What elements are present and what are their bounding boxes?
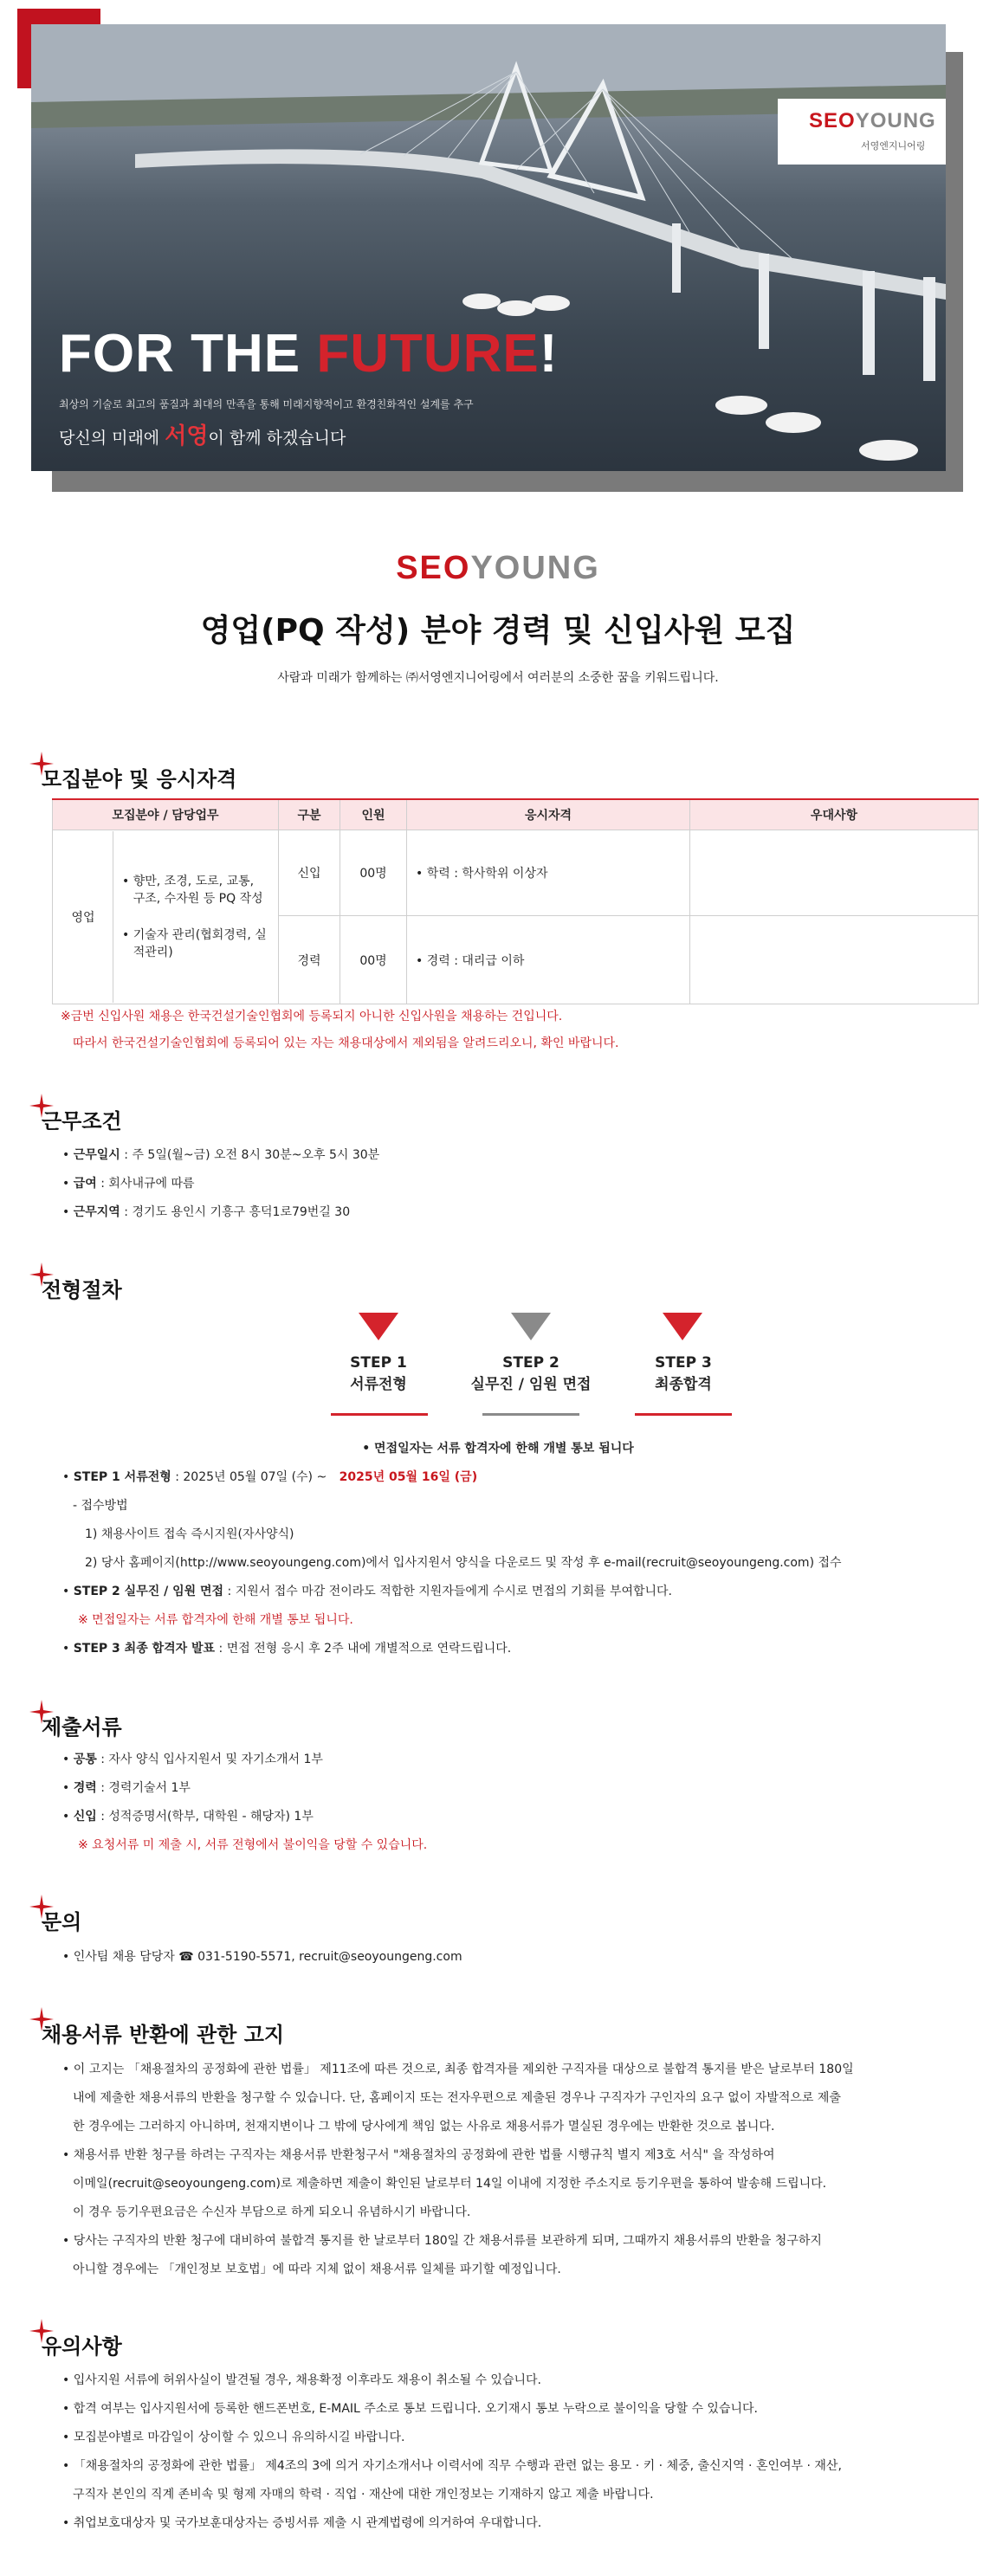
- type-cell: 경력: [279, 916, 340, 1004]
- step-3: STEP 3 최종합격: [655, 1354, 712, 1393]
- step-3-underline: [635, 1413, 732, 1416]
- list-item: 1) 채용사이트 접속 즉시지원(자사양식): [85, 1527, 294, 1541]
- table-header: 구분: [279, 799, 340, 830]
- cautions-list: [62, 2366, 842, 2538]
- list-item: • 신입 : 성적증명서(학부, 대학원 - 해당자) 1부: [62, 1803, 427, 1831]
- list-item: 2) 당사 홈페이지(http://www.seoyoungeng.com)에서 입사지원서 양식을 다운로드 및 작성 후 e-mail(recruit@seoyoungeng.com) 접수: [85, 1556, 842, 1570]
- hero-logo: SEOYOUNG 서영엔지니어링: [778, 99, 946, 165]
- step-2-arrow-icon: [511, 1313, 551, 1340]
- field-cell: 영업 • 향만, 조경, 도로, 교통, 구조, 수자원 등 PQ 작성 • 기술자 관리(협회경력, 실적관리): [53, 830, 279, 1004]
- list-item: • 공통 : 자사 양식 입사지원서 및 자기소개서 1부: [62, 1746, 427, 1774]
- step-1-underline: [331, 1413, 428, 1416]
- list-item: 구직자 본인의 직계 존비속 및 형제 자매의 학력 · 직업 · 재산에 대한 개인정보는 기재하지 않고 제출 바랍니다.: [73, 2488, 654, 2502]
- count-cell: 00명: [340, 830, 407, 916]
- table-row: [53, 830, 979, 916]
- list-item: - 접수방법: [73, 1499, 128, 1513]
- sparkle-icon: [29, 2319, 54, 2343]
- company-logo: SEOYOUNG: [396, 550, 600, 586]
- list-item: • 「채용절차의 공정화에 관한 법률」 제4조의 3에 의거 자기소개서나 이력서에 직무 수행과 관련 없는 용모 · 키 · 체중, 출신지역 · 혼인여부 · 재산,: [62, 2452, 842, 2481]
- field-note: ※금번 신입사원 채용은 한국건설기술인협회에 등록되지 아니한 신입사원을 채용하는 건입니다.: [61, 1010, 563, 1023]
- list-item: • 근무일시 : 주 5일(월~금) 오전 8시 30분~오후 5시 30분: [62, 1141, 379, 1170]
- step-1: STEP 1 서류전형: [350, 1354, 407, 1393]
- sparkle-icon: [29, 1262, 54, 1287]
- list-item: • STEP 2 실무진 / 임원 면접 : 지원서 접수 마감 전이라도 적합한 지원자들에게 수시로 면접의 기회를 부여합니다.: [62, 1578, 842, 1606]
- inquiry-text: [62, 1943, 462, 1972]
- sparkle-icon: [29, 752, 54, 776]
- hero-banner: [31, 24, 946, 471]
- pref-cell: [690, 916, 979, 1004]
- hero-subline: 최상의 기술로 최고의 품질과 최대의 만족을 통해 미래지향적이고 환경친화적인 설계를 추구: [59, 398, 474, 410]
- section-heading-inquiry: 문의: [42, 1905, 81, 1935]
- section-heading-process: 전형절차: [42, 1273, 122, 1303]
- list-item: • 경력 : 경력기술서 1부: [62, 1774, 427, 1803]
- hero-title: FOR THE FUTURE!: [59, 324, 559, 384]
- sparkle-icon: [29, 1895, 54, 1919]
- table-header: 인원: [340, 799, 407, 830]
- duty-item: 기술자 관리(협회경력, 실적관리): [133, 928, 267, 959]
- list-item: • 입사지원 서류에 허위사실이 발견될 경우, 채용확정 이후라도 채용이 취소될 수 있습니다.: [62, 2366, 842, 2395]
- table-header: 응시자격: [407, 799, 690, 830]
- hero-message: 당신의 미래에 서영이 함께 하겠습니다: [59, 423, 346, 449]
- documents-list: [62, 1746, 427, 1860]
- step-3-arrow-icon: [663, 1313, 702, 1340]
- table-header-row: [53, 799, 979, 830]
- section-heading-field: 모집분야 및 응시자격: [42, 762, 236, 792]
- list-item: • STEP 1 서류전형 : 2025년 05월 07일 (수) ~ 2025년 05월 16일 (금): [62, 1463, 842, 1492]
- duty-item: 향만, 조경, 도로, 교통, 구조, 수자원 등 PQ 작성: [133, 875, 263, 906]
- section-heading-return-notice: 채용서류 반환에 관한 고지: [42, 2018, 284, 2048]
- list-item: • 인사팀 채용 담당자 ☎ 031-5190-5571, recruit@seoyoungeng.com: [62, 1943, 462, 1972]
- step-1-arrow-icon: [359, 1313, 398, 1340]
- field-note: 따라서 한국건설기술인협회에 등록되어 있는 자는 채용대상에서 제외됨을 알려드리오니, 확인 바랍니다.: [73, 1036, 619, 1050]
- table-header: 우대사항: [690, 799, 979, 830]
- step-2-underline: [482, 1413, 579, 1416]
- page-subtitle: 사람과 미래가 함께하는 ㈜서영엔지니어링에서 여러분의 소중한 꿈을 키워드립니다.: [277, 671, 719, 685]
- section-heading-cautions: 유의사항: [42, 2329, 122, 2360]
- sparkle-icon: [29, 1700, 54, 1724]
- list-item: • STEP 3 최종 합격자 발표 : 면접 전형 응시 후 2주 내에 개별적으로 연락드립니다.: [62, 1635, 842, 1663]
- interview-note: • 면접일자는 서류 합격자에 한해 개별 통보 됩니다: [362, 1442, 634, 1456]
- conditions-list: [62, 1141, 379, 1227]
- return-notice-text: • 이 고지는 「채용절차의 공정화에 관한 법률」 제11조에 따른 것으로, 최종 합격자를 제외한 구직자를 대상으로 불합격 통지를 받은 날로부터 180일 내에 제출한 채용서류의 반환을 청구할 수 있습니다. 단, 홈페이지 또는 전자우편으로 제출된 경우나 구직자가 구인자의 요구 없이 자발적으로 제출 한 경우에는 그러하지 아니하며, 천재지변이나 그 밖에 당사에게 책임 없는 사유로 채용서류가 멸실된 경우에는 반환한 것으로 봅니다. • 채용서류 반환 청구를 하려는 구직자는 채용서류 반환청구서 "채용절차의 공정화에 관한 법률 시행규칙 별지 제3호 서식" 을 작성하여 이메일(recruit@seoyoungeng.com)로 제출하면 제출이 확인된 날로부터 14일 이내에 지정한 주소지로 등기우편을 통하여 발송해 드립니다. 이 경우 등기우편요금은 수신자 부담으로 하게 되오니 유념하시기 바랍니다. • 당사는 구직자의 반환 청구에 대비하여 불합격 통지를 한 날로부터 180일 간 채용서류를 보관하게 되며, 그때까지 채용서류의 반환을 청구하지 아니할 경우에는 「개인정보 보호법」에 따라 지체 없이 채용서류 일체를 파기할 예정입니다.: [62, 2056, 854, 2284]
- step-2: STEP 2 실무진 / 임원 면접: [470, 1354, 592, 1393]
- list-item: ※ 면접일자는 서류 합격자에 한해 개별 통보 됩니다.: [78, 1613, 353, 1627]
- page-title: 영업(PQ 작성) 분야 경력 및 신입사원 모집: [200, 613, 796, 649]
- list-item: • 모집분야별로 마감일이 상이할 수 있으니 유의하시길 바랍니다.: [62, 2424, 842, 2452]
- recruit-table: [52, 798, 979, 1004]
- list-item: ※ 요청서류 미 제출 시, 서류 전형에서 불이익을 당할 수 있습니다.: [78, 1838, 428, 1852]
- type-cell: 신입: [279, 830, 340, 916]
- count-cell: 00명: [340, 916, 407, 1004]
- list-item: • 취업보호대상자 및 국가보훈대상자는 증빙서류 제출 시 관계법령에 의거하여 우대합니다.: [62, 2509, 842, 2538]
- qual-cell: • 경력 : 대리급 이하: [407, 916, 690, 1004]
- section-heading-conditions: 근무조건: [42, 1104, 122, 1134]
- sparkle-icon: [29, 2007, 54, 2031]
- qual-cell: • 학력 : 학사학위 이상자: [407, 830, 690, 916]
- list-item: • 근무지역 : 경기도 용인시 기흥구 흥덕1로79번길 30: [62, 1198, 379, 1227]
- list-item: • 합격 여부는 입사지원서에 등록한 핸드폰번호, E-MAIL 주소로 통보 드립니다. 오기재시 통보 누락으로 불이익을 당할 수 있습니다.: [62, 2395, 842, 2424]
- process-list: [62, 1463, 842, 1663]
- sparkle-icon: [29, 1094, 54, 1118]
- list-item: • 급여 : 회사내규에 따름: [62, 1170, 379, 1198]
- pref-cell: [690, 830, 979, 916]
- section-heading-documents: 제출서류: [42, 1710, 122, 1740]
- table-header: 모집분야 / 담당업무: [53, 799, 279, 830]
